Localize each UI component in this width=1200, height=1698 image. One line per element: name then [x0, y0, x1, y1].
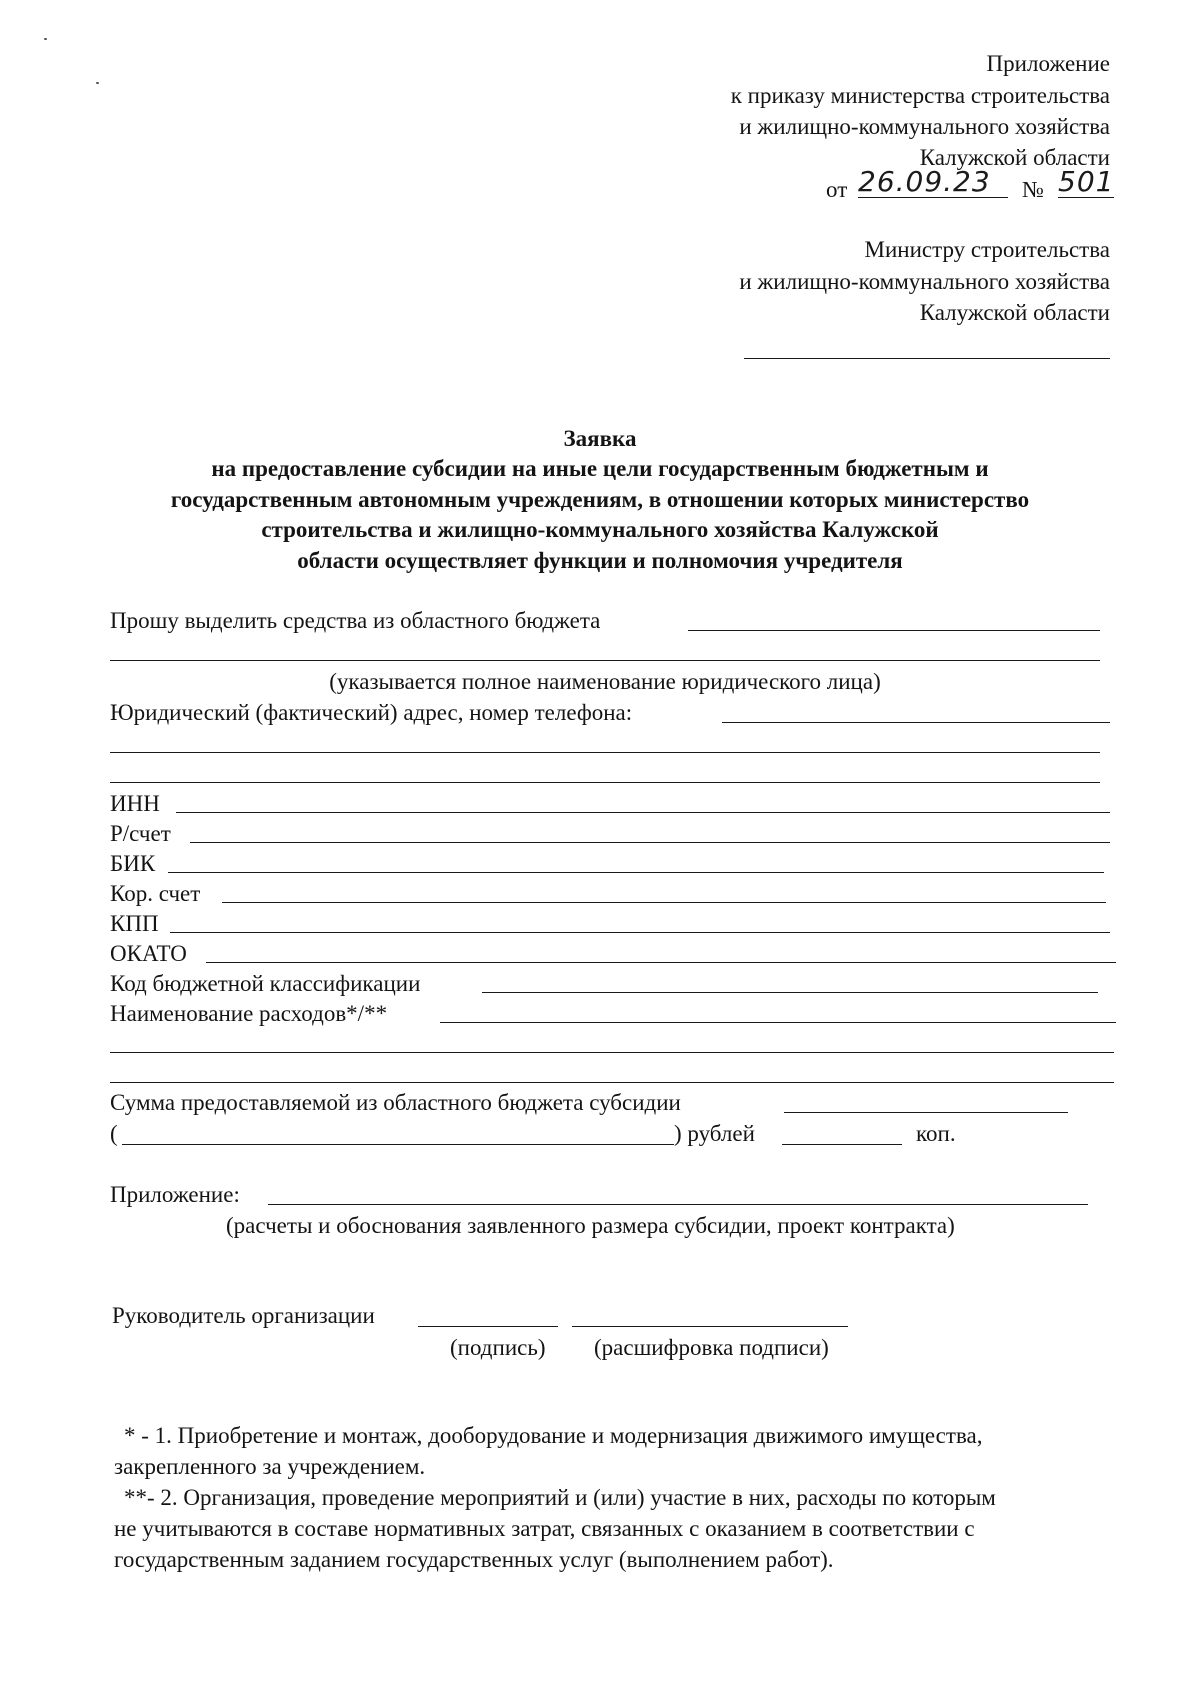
title-line-3: государственным автономным учреждениям, в отношении которых министерство	[170, 487, 1030, 512]
head-label: Руководитель организации	[112, 1303, 375, 1328]
title-line-2: на предоставление субсидии на иные цели государственным бюджетным и	[211, 456, 989, 481]
subsidy-sum-words-field[interactable]	[122, 1144, 674, 1145]
rubles-label: ) рублей	[674, 1121, 755, 1146]
expense-name-label: Наименование расходов*/**	[110, 1001, 388, 1026]
number-underline	[1058, 197, 1114, 198]
attachment-field[interactable]	[268, 1204, 1088, 1205]
appendix-line-1: к приказу министерства строительства	[730, 83, 1110, 108]
scan-speck	[96, 82, 99, 84]
kopecks-field[interactable]	[782, 1144, 902, 1145]
expense-name-field[interactable]	[440, 1022, 1116, 1023]
attachment-label: Приложение:	[110, 1182, 240, 1207]
subsidy-sum-label: Сумма предоставляемой из областного бюджета субсидии	[110, 1090, 681, 1115]
okato-field[interactable]	[206, 962, 1116, 963]
appendix-line-2: и жилищно-коммунального хозяйства	[739, 114, 1110, 139]
footnote-1-line-2: закрепленного за учреждением.	[114, 1454, 426, 1479]
budget-code-field[interactable]	[482, 992, 1098, 993]
subsidy-sum-field[interactable]	[784, 1112, 1068, 1113]
title-line-4: строительства и жилищно-коммунального хозяйства Калужской	[261, 517, 939, 542]
corr-account-label: Кор. счет	[110, 881, 201, 906]
signature-field[interactable]	[418, 1326, 558, 1327]
signature-decode-field[interactable]	[572, 1326, 848, 1327]
open-paren: (	[110, 1121, 118, 1146]
addressee-field[interactable]	[744, 358, 1110, 359]
signature-hint: (подпись)	[450, 1335, 546, 1360]
request-label: Прошу выделить средства из областного бюджета	[110, 608, 601, 633]
attachment-hint: (расчеты и обоснования заявленного размера субсидии, проект контракта)	[226, 1213, 955, 1238]
appendix-title: Приложение	[986, 51, 1110, 76]
kpp-label: КПП	[110, 911, 159, 936]
request-field[interactable]	[688, 630, 1100, 631]
page-title: Заявка	[563, 426, 637, 451]
scan-speck	[44, 38, 47, 40]
account-field[interactable]	[190, 842, 1110, 843]
address-field-line-2[interactable]	[110, 752, 1100, 753]
address-field[interactable]	[722, 722, 1110, 723]
inn-label: ИНН	[110, 791, 160, 816]
footnote-2-line-2: не учитываются в составе нормативных затрат, связанных с оказанием в соответствии с	[114, 1516, 975, 1541]
address-field-line-3[interactable]	[110, 782, 1100, 783]
inn-field[interactable]	[176, 812, 1110, 813]
corr-account-field[interactable]	[222, 902, 1106, 903]
appendix-from-label: от	[826, 177, 848, 202]
expense-name-field-line-2[interactable]	[110, 1052, 1114, 1053]
appendix-number-label: №	[1022, 177, 1044, 202]
expense-name-field-line-3[interactable]	[110, 1082, 1114, 1083]
date-underline	[858, 197, 1008, 198]
signature-decode-hint: (расшифровка подписи)	[594, 1335, 829, 1360]
addressee-line-3: Калужской области	[919, 300, 1110, 325]
kopecks-label: коп.	[916, 1121, 956, 1146]
addressee-line-2: и жилищно-коммунального хозяйства	[739, 269, 1110, 294]
footnote-2-line-3: государственным заданием государственных услуг (выполнением работ).	[114, 1547, 834, 1572]
kpp-field[interactable]	[170, 932, 1110, 933]
appendix-number: 501	[1058, 165, 1115, 198]
appendix-line-3: Калужской области	[919, 145, 1110, 170]
bik-field[interactable]	[168, 872, 1104, 873]
okato-label: ОКАТО	[110, 941, 187, 966]
footnote-1-line-1: * - 1. Приобретение и монтаж, дооборудование и модернизация движимого имущества,	[124, 1423, 983, 1448]
appendix-date: 26.09.23	[858, 165, 991, 198]
title-line-5: области осуществляет функции и полномочия учредителя	[297, 548, 903, 573]
addressee-line-1: Министру строительства	[864, 237, 1110, 262]
bik-label: БИК	[110, 851, 156, 876]
legal-name-hint: (указывается полное наименование юридического лица)	[329, 669, 881, 694]
budget-code-label: Код бюджетной классификации	[110, 971, 421, 996]
legal-name-field[interactable]	[110, 660, 1100, 661]
footnote-2-line-1: **- 2. Организация, проведение мероприятий и (или) участие в них, расходы по которым	[124, 1485, 996, 1510]
account-label: Р/счет	[110, 821, 171, 846]
address-label: Юридический (фактический) адрес, номер телефона:	[110, 700, 633, 725]
